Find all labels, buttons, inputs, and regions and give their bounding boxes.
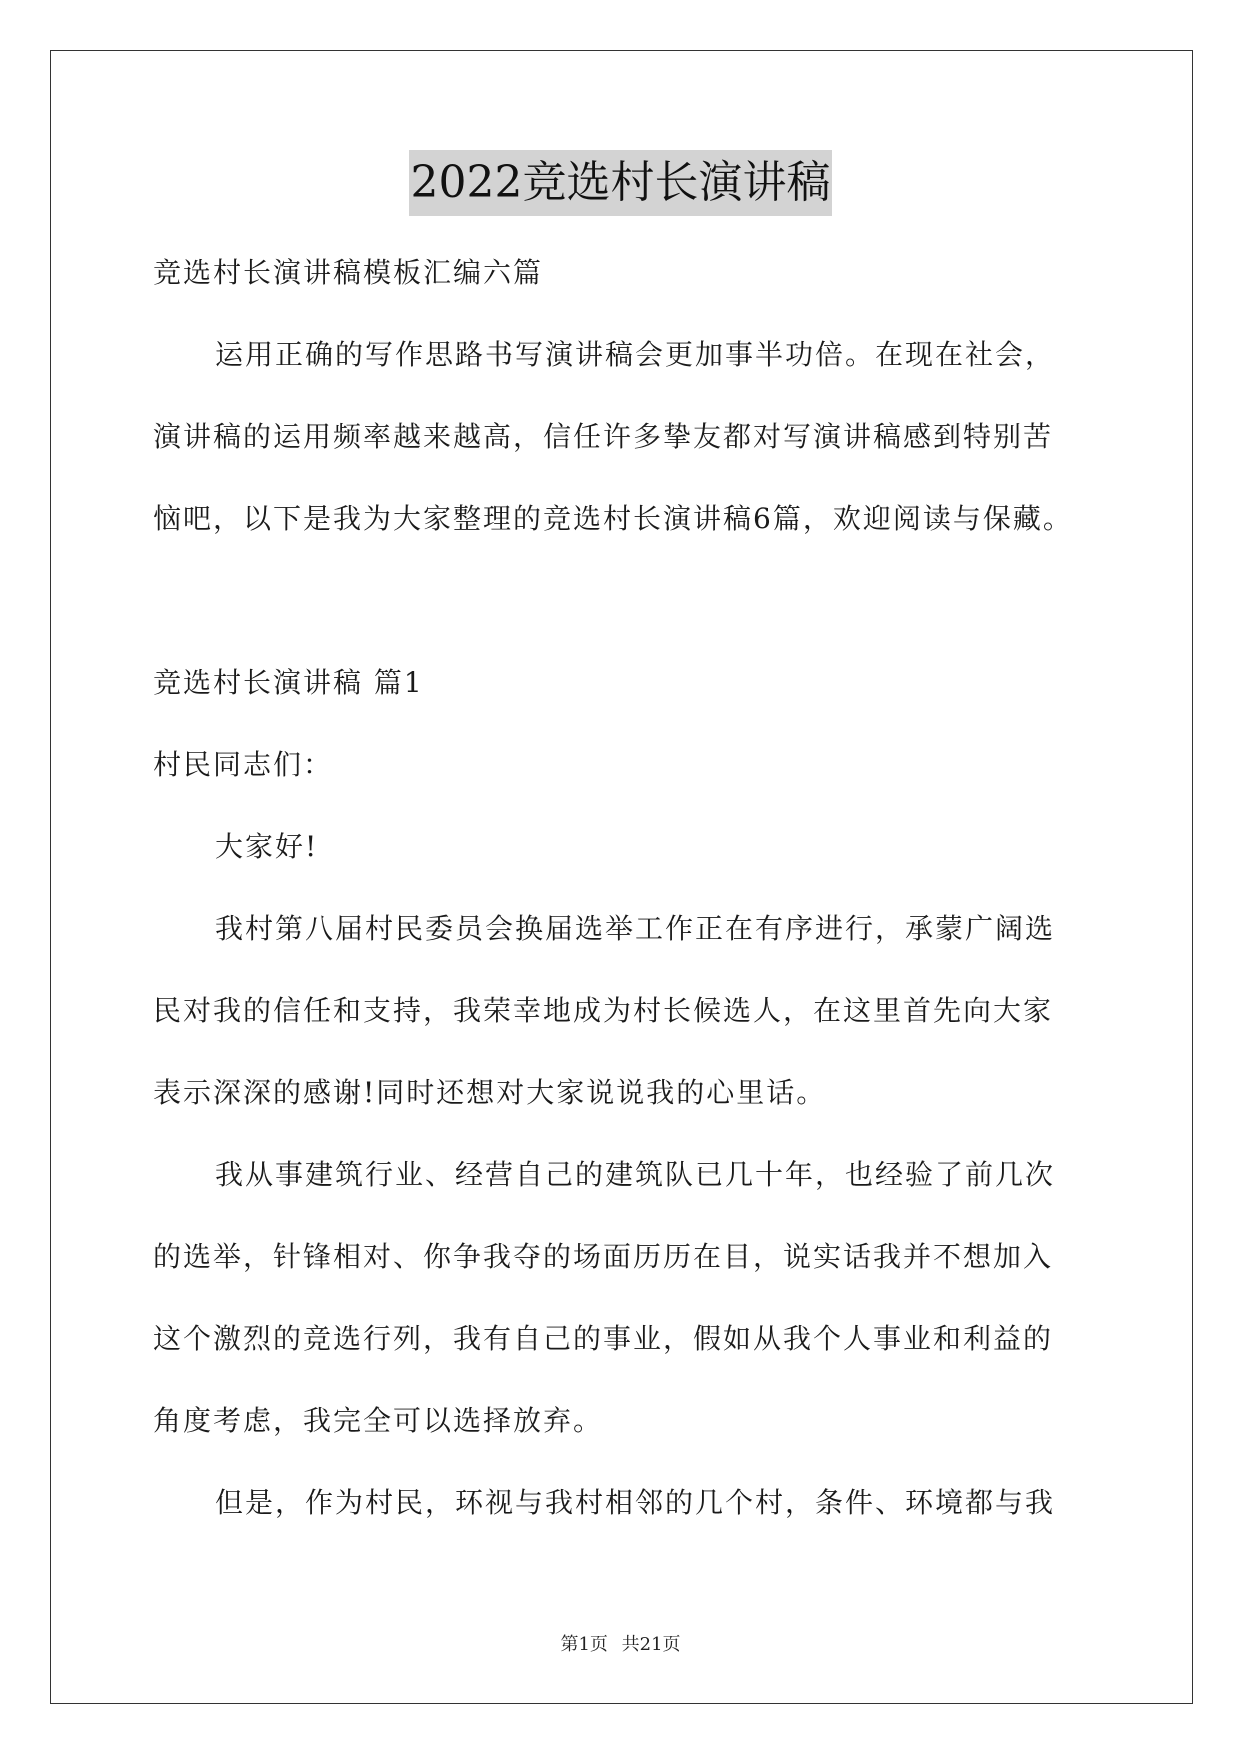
paragraph-line: 民对我的信任和支持，我荣幸地成为村长候选人，在这里首先向大家: [153, 994, 1054, 1027]
title-container: [0, 150, 1241, 216]
section-heading: 竞选村长演讲稿 篇1: [153, 666, 424, 699]
document-body: [153, 232, 1093, 1544]
greeting-line: 大家好!: [215, 830, 319, 863]
paragraph-line: 但是，作为村民，环视与我村相邻的几个村，条件、环境都与我: [215, 1486, 1056, 1519]
subtitle-line: 竞选村长演讲稿模板汇编六篇: [153, 256, 544, 289]
paragraph-line: 这个激烈的竞选行列，我有自己的事业，假如从我个人事业和利益的: [153, 1322, 1054, 1355]
page-footer: [0, 1630, 1241, 1656]
paragraph-line: 角度考虑，我完全可以选择放弃。: [153, 1404, 604, 1437]
paragraph-line: 我村第八届村民委员会换届选举工作正在有序进行，承蒙广阔选: [215, 912, 1056, 945]
page-number: 第1页: [560, 1634, 608, 1655]
salutation-line: 村民同志们：: [153, 748, 334, 781]
paragraph-line: 运用正确的写作思路书写演讲稿会更加事半功倍。在现在社会，: [215, 338, 1056, 371]
paragraph-line: 演讲稿的运用频率越来越高，信任许多挚友都对写演讲稿感到特别苦: [153, 420, 1054, 453]
paragraph-line: 的选举，针锋相对、你争我夺的场面历历在目，说实话我并不想加入: [153, 1240, 1054, 1273]
document-title: 2022竞选村长演讲稿: [409, 150, 833, 216]
blank-line: [153, 560, 1093, 642]
paragraph-line: 我从事建筑行业、经营自己的建筑队已几十年，也经验了前几次: [215, 1158, 1056, 1191]
paragraph-line: 恼吧，以下是我为大家整理的竞选村长演讲稿6篇，欢迎阅读与保藏。: [153, 502, 1073, 535]
page-total: 共21页: [621, 1634, 681, 1655]
paragraph-line: 表示深深的感谢!同时还想对大家说说我的心里话。: [153, 1076, 827, 1109]
